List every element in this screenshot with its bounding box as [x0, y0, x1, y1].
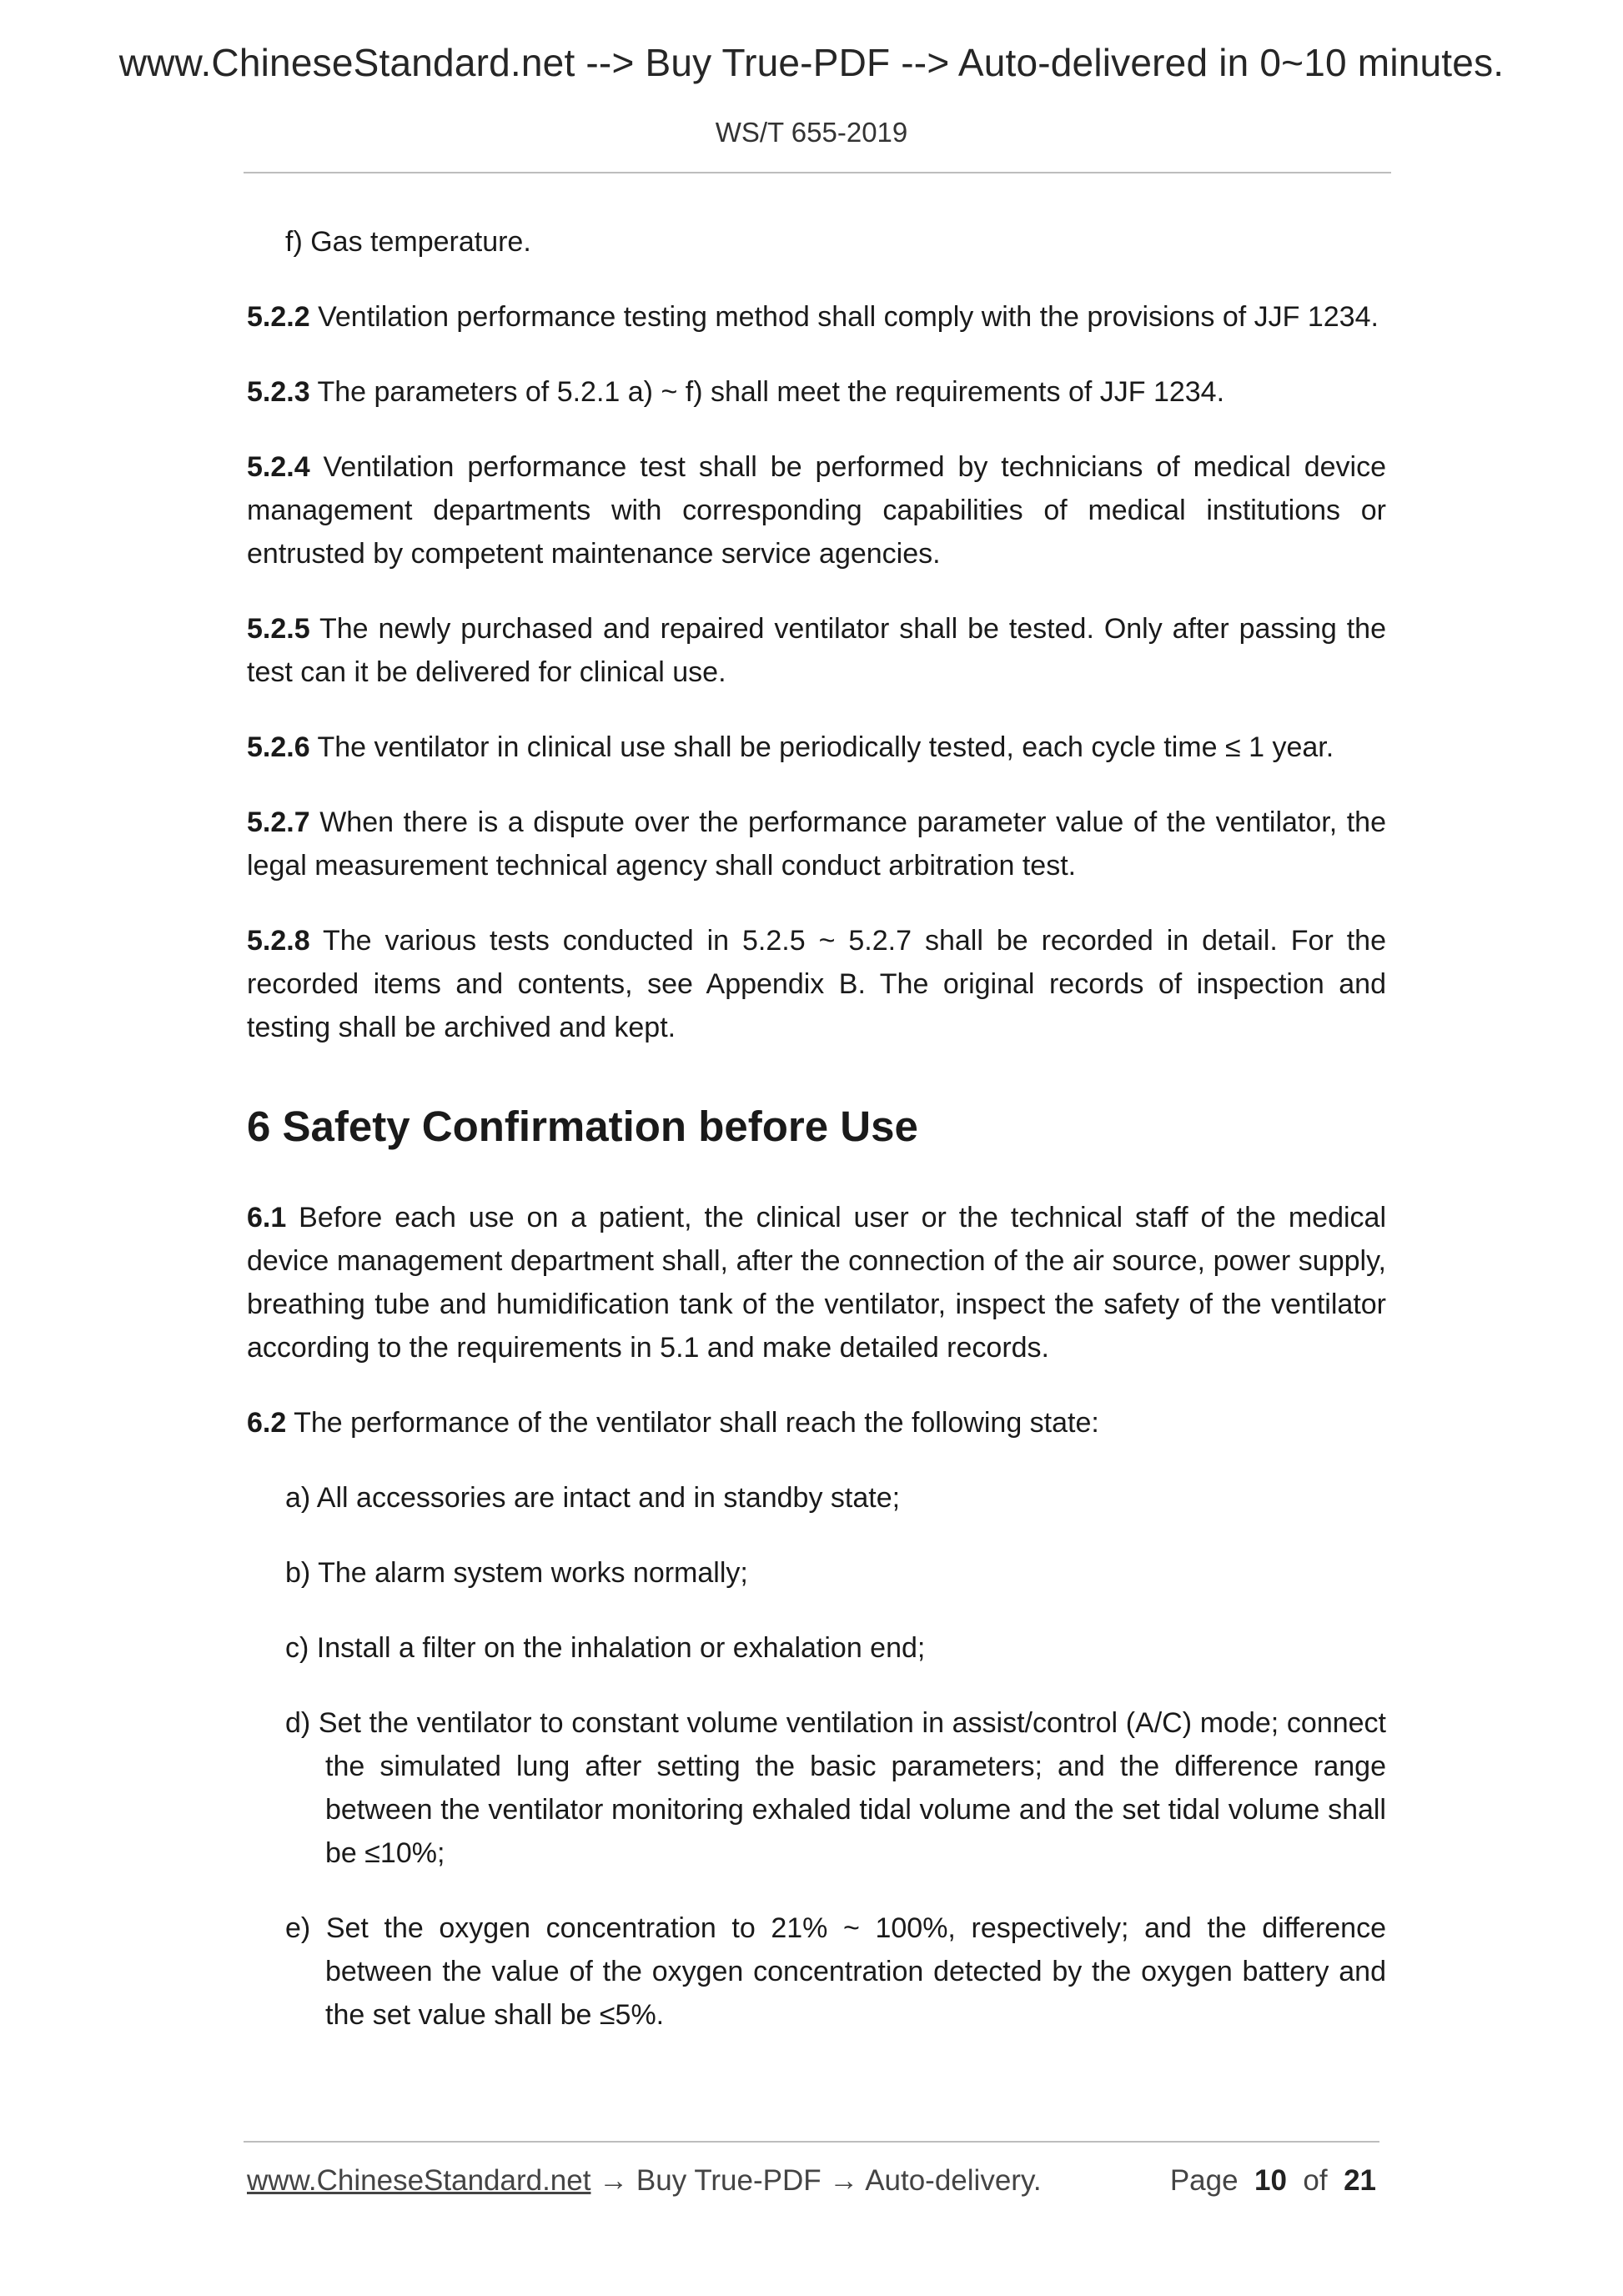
list-item-a: a) All accessories are intact and in standby state;	[285, 1482, 901, 1514]
clause-number: 6.2	[247, 1407, 287, 1439]
clause-text: The newly purchased and repaired ventilator shall be tested. Only after passing the test can it be delivered for clinical use.	[247, 613, 1386, 688]
section-title: 6 Safety Confirmation before Use	[247, 1103, 918, 1150]
clause-text: Ventilation performance test shall be performed by technicians of medical device management departments with corresponding capabilities of medical institutions or entrusted by competent maintenance service agencies.	[247, 451, 1386, 570]
footer-site-link[interactable]: www.ChineseStandard.net	[247, 2164, 591, 2197]
clause-number: 5.2.5	[247, 613, 310, 645]
clause-5-2-4	[247, 445, 1386, 575]
clause-number: 5.2.6	[247, 731, 310, 763]
page-label: Page	[1169, 2164, 1239, 2197]
page-footer	[247, 2164, 1383, 2198]
clause-text: The parameters of 5.2.1 a) ~ f) shall meet the requirements of JJF 1234.	[309, 376, 1225, 408]
list-item-c: c) Install a filter on the inhalation or exhalation end;	[285, 1632, 926, 1664]
clause-number: 5.2.2	[247, 301, 310, 333]
clause-5-2-8	[247, 919, 1386, 1049]
clause-5-2-3	[247, 370, 1386, 414]
list-item-d: d) Set the ventilator to constant volume ventilation in assist/control (A/C) mode; connect the simulated lung after setting the basic parameters; and the difference range between the ventilator monitoring exhaled tidal volume and the set tidal volume shall be ≤10%;	[285, 1707, 1386, 1869]
clause-text: When there is a dispute over the performance parameter value of the ventilator, the legal measurement technical agency shall conduct arbitration test.	[247, 806, 1386, 882]
footer-delivery-text: Auto-delivery.	[865, 2164, 1042, 2197]
clause-number: 5.2.8	[247, 925, 310, 957]
clause-text: Before each use on a patient, the clinical user or the technical staff of the medical device management department shall, after the connection of the air source, power supply, breathing tube and humidification tank of the ventilator, inspect the safety of the ventilator according to the requirements in 5.1 and make detailed records.	[247, 1202, 1386, 1364]
footer-buy-text: Buy True-PDF	[636, 2164, 822, 2197]
clause-5-2-2	[247, 295, 1386, 339]
clause-number: 5.2.7	[247, 806, 310, 838]
list-item-e: e) Set the oxygen concentration to 21% ~ 100%, respectively; and the difference between the value of the oxygen concentration detected by the oxygen battery and the set value shall be ≤5%.	[285, 1912, 1386, 2031]
document-body	[247, 220, 1386, 2068]
clause-text: The ventilator in clinical use shall be periodically tested, each cycle time ≤ 1 year.	[309, 731, 1334, 763]
arrow-icon: →	[821, 2164, 866, 2197]
clause-number: 6.1	[247, 1202, 287, 1233]
list-item-f: f) Gas temperature.	[285, 226, 531, 258]
clause-5-2-7	[247, 801, 1386, 887]
clause-text: The performance of the ventilator shall reach the following state:	[286, 1407, 1099, 1439]
of-label: of	[1303, 2164, 1328, 2197]
header-divider	[244, 172, 1391, 173]
page-total: 21	[1344, 2164, 1376, 2197]
clause-6-2	[247, 1401, 1386, 1444]
header-banner: www.ChineseStandard.net --> Buy True-PDF --> Auto-delivered in 0~10 minutes.	[118, 41, 1505, 84]
clause-5-2-5	[247, 607, 1386, 694]
clause-6-1	[247, 1196, 1386, 1369]
page-indicator	[1170, 2164, 1376, 2198]
clause-number: 5.2.4	[247, 451, 310, 483]
footer-divider	[244, 2141, 1379, 2143]
clause-number: 5.2.3	[247, 376, 310, 408]
arrow-icon: →	[590, 2164, 636, 2197]
standard-id: WS/T 655-2019	[715, 117, 908, 148]
list-item-b: b) The alarm system works normally;	[285, 1557, 748, 1589]
clause-5-2-6	[247, 726, 1386, 769]
page-number: 10	[1254, 2164, 1287, 2197]
clause-text: Ventilation performance testing method shall comply with the provisions of JJF 1234.	[309, 301, 1379, 333]
clause-text: The various tests conducted in 5.2.5 ~ 5.2.7 shall be recorded in detail. For the recorded items and contents, see Appendix B. The original records of inspection and testing shall be archived and kept.	[247, 925, 1386, 1043]
